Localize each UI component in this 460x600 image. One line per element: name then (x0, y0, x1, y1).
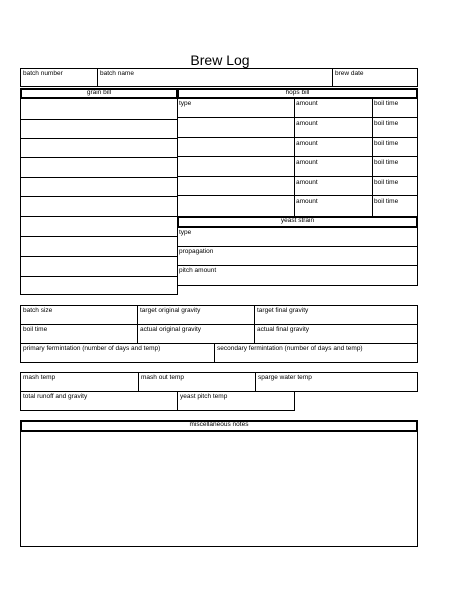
batch-size-label: batch size (23, 307, 53, 314)
yeast-pitch-temp-label: yeast pitch temp (180, 393, 228, 400)
target-og-label: target original gravity (140, 307, 201, 314)
brew-date-label: brew date (335, 70, 364, 77)
yeast-propagation-label: propagation (179, 248, 214, 255)
target-fg-label: target final gravity (257, 307, 309, 314)
hops-amount-label: amount (296, 198, 318, 205)
hops-amount-label: amount (296, 120, 318, 127)
batch-number-label: batch number (23, 70, 63, 77)
sparge-water-temp-label: sparge water temp (258, 374, 312, 381)
mash-temp-row (20, 372, 418, 392)
hops-type-label: type (179, 100, 192, 107)
actual-fg-label: actual final gravity (257, 326, 310, 333)
mash-out-temp-label: mash out temp (141, 374, 184, 381)
boil-time-label: boil time (23, 326, 48, 333)
yeast-strain-header: yeast strain (177, 216, 418, 228)
hops-boil-time-label: boil time (374, 100, 399, 107)
page-title: Brew Log (190, 52, 250, 68)
yeast-type-label: type (179, 229, 192, 236)
hops-amount-label: amount (296, 159, 318, 166)
hops-boil-time-label: boil time (374, 179, 399, 186)
hops-boil-time-label: boil time (374, 159, 399, 166)
hops-amount-label: amount (296, 140, 318, 147)
hops-boil-time-label: boil time (374, 198, 399, 205)
mash-temp-label: mash temp (23, 374, 56, 381)
hops-boil-time-label: boil time (374, 140, 399, 147)
hops-bill-header: hops bill (177, 88, 418, 99)
batch-name-label: batch name (100, 70, 134, 77)
notes-area[interactable] (20, 430, 418, 547)
secondary-fermentation-label: secondary fermintation (number of days and temp) (217, 345, 363, 352)
yeast-pitch-amount-label: pitch amount (179, 267, 217, 274)
total-runoff-label: total runoff and gravity (23, 393, 88, 400)
actual-og-label: actual original gravity (140, 326, 202, 333)
notes-header: miscellaneous notes (20, 420, 418, 432)
gravity-table (20, 305, 418, 363)
hops-boil-time-label: boil time (374, 120, 399, 127)
primary-fermentation-label: primary fermintation (number of days and temp) (23, 345, 161, 352)
hops-amount-label: amount (296, 179, 318, 186)
grain-bill-header: grain bill (20, 88, 178, 99)
yeast-strain-table (177, 227, 418, 286)
hops-amount-label: amount (296, 100, 318, 107)
